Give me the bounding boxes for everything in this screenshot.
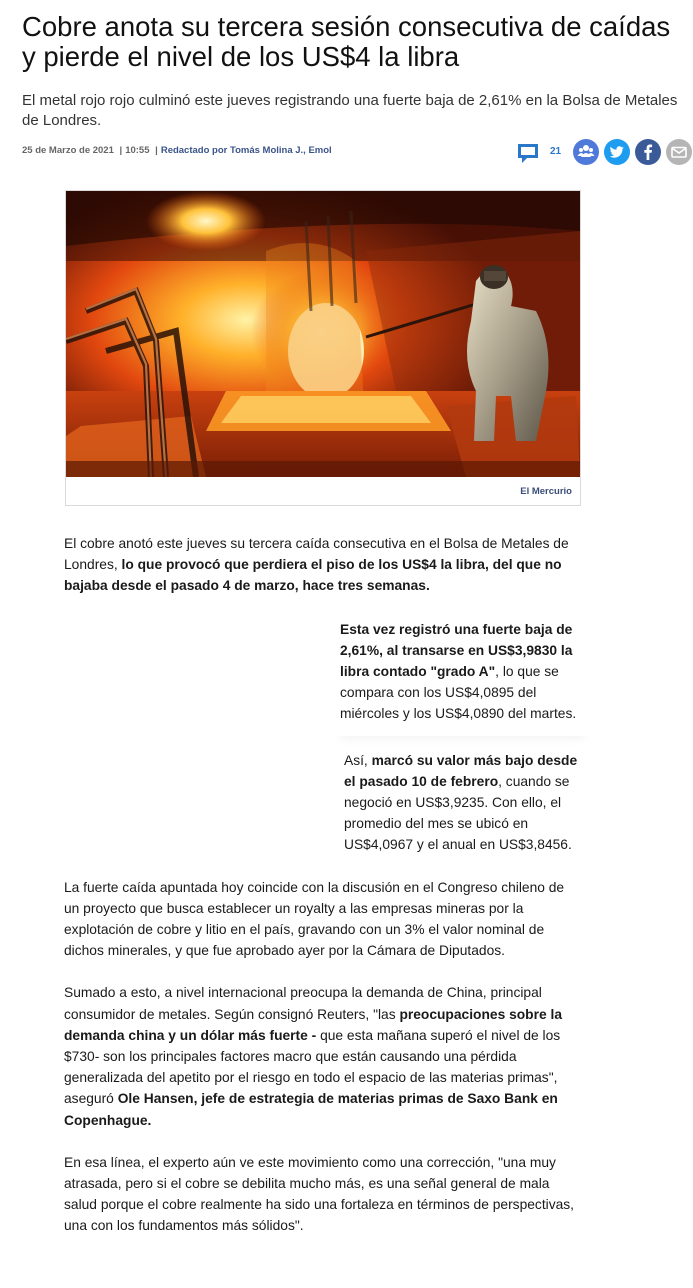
paragraph: Sumado a esto, a nivel internacional preocupa la demanda de China, principal consumidor de metales. Según consignó Reuters, "las preocupaciones sobre la demanda china y un dólar más fuerte - que esta mañana superó el nivel de los $730- son los principales factores macro que están causando una pérdida generalizada del apetito por el riesgo en todo el espacio de las materias primas", aseguró Ole Hansen, jefe de estrategia de materias primas de Saxo Bank en Copenhague. xyxy=(64,985,562,1128)
image-credit: El Mercurio xyxy=(520,486,572,497)
article-body xyxy=(64,533,580,1258)
community-icon xyxy=(573,139,599,165)
article-title: Cobre anota su tercera sesión consecutiva de caídas y pierde el nivel de los US$4 la libra xyxy=(22,11,671,72)
pull-quote: Así, marcó su valor más bajo desde el pasado 10 de febrero, cuando se negoció en US$3,9235. Con ello, el promedio del mes se ubicó en US$4,0967 y el anual en US$3,8456. xyxy=(344,752,578,853)
publish-date: 25 de Marzo de 2021 xyxy=(22,145,114,156)
article-photo xyxy=(66,191,580,477)
article-subtitle: El metal rojo rojo culminó este jueves registrando una fuerte baja de 2,61% en la Bolsa de Metales de Londres. xyxy=(22,92,678,129)
pull-quote: Esta vez registró una fuerte baja de 2,61%, al transarse en US$3,9830 la libra contado "grado A", lo que se compara con los US$4,0895 del miércoles y los US$4,0890 del martes. xyxy=(332,618,592,736)
twitter-share-button[interactable] xyxy=(604,139,630,165)
article-figure xyxy=(65,190,581,506)
publish-time: 10:55 xyxy=(125,145,150,156)
community-share-button[interactable] xyxy=(573,139,599,165)
mail-icon xyxy=(666,139,692,165)
mail-share-button[interactable] xyxy=(666,139,692,165)
article-meta xyxy=(22,145,332,156)
facebook-icon xyxy=(635,139,661,165)
paragraph: En esa línea, el experto aún ve este movimiento como una corrección, "una muy atrasada, pero si el cobre se debilita mucho más, es una señal general de mala salud porque el cobre realmente ha sido una fortaleza en términos de perspectivas, una con los fundamentos más sólidos". xyxy=(64,1154,575,1234)
facebook-share-button[interactable] xyxy=(635,139,661,165)
comment-count[interactable]: 21 xyxy=(550,146,562,157)
twitter-icon xyxy=(604,139,630,165)
paragraph: El cobre anotó este jueves su tercera caída consecutiva en el Bolsa de Metales de Londres, lo que provocó que perdiera el piso de los US$4 la libra, del que no bajaba desde el pasado 4 de marzo, hace tres semanas. xyxy=(64,536,569,594)
meta-separator: | xyxy=(119,145,123,156)
paragraph: La fuerte caída apuntada hoy coincide con la discusión en el Congreso chileno de un proyecto que busca establecer un royalty a las empresas mineras por la explotación de cobre y litio en el país, gravando con un 3% el valor nominal de dichos minerales, y que fue aprobado ayer por la Cámara de Diputados. xyxy=(64,879,565,959)
author-byline[interactable]: Redactado por Tomás Molina J., Emol xyxy=(160,145,332,156)
comment-bubble-icon[interactable] xyxy=(516,141,540,165)
meta-separator: | xyxy=(155,145,158,156)
